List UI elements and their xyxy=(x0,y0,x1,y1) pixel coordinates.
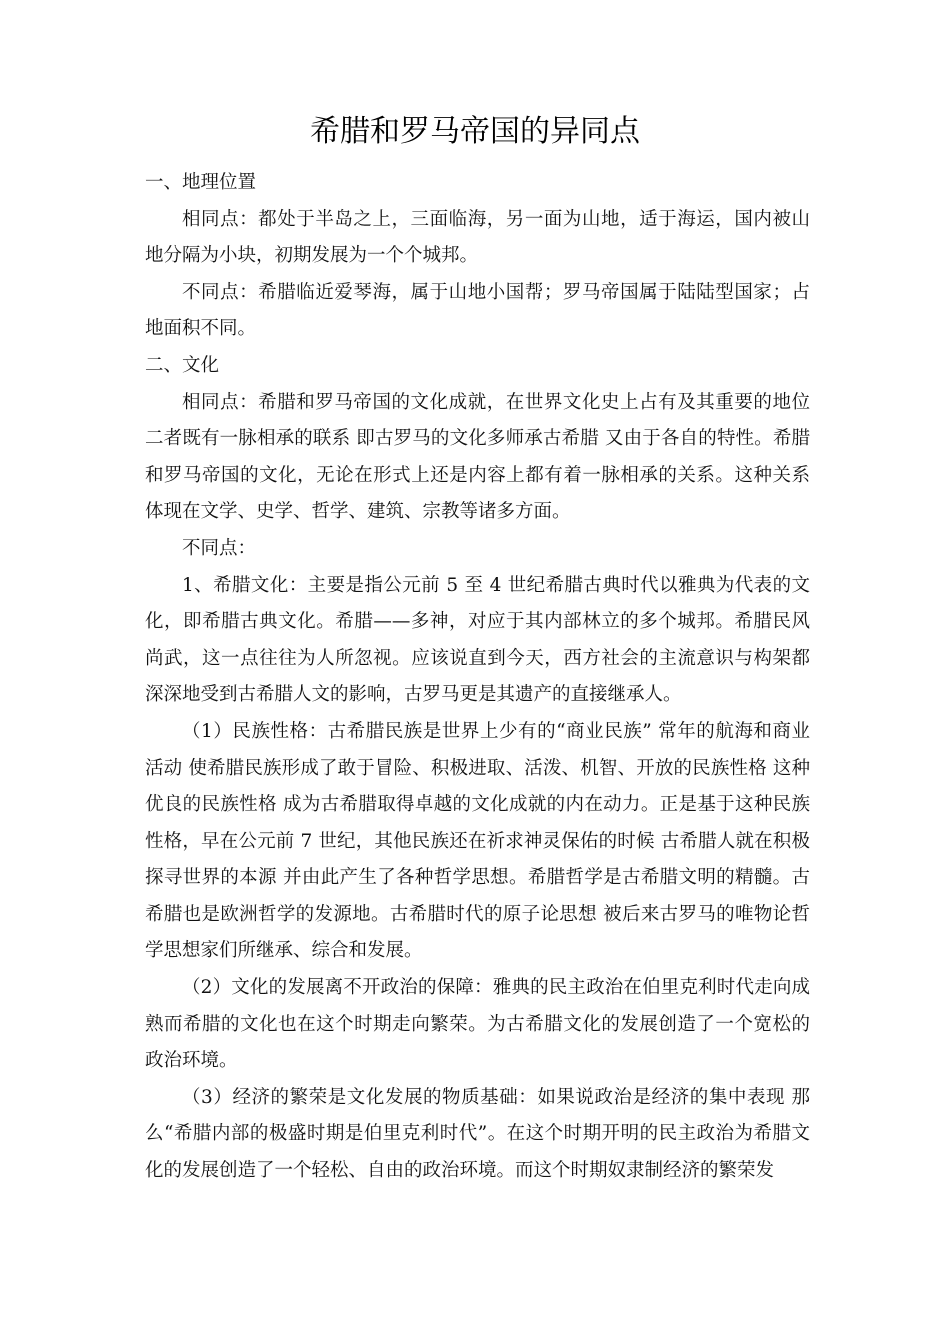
paragraph-greek-culture: 1、希腊文化：主要是指公元前 5 至 4 世纪希腊古典时代以雅典为代表的文化，即希腊古典文化。希腊——多神，对应于其内部林立的多个城邦。希腊民风尚武，这一点往往为人所忽视。应该说直到今天，西方社会的主流意识与构架都深深地受到古希腊人文的影响，古罗马更是其遗产的直接继承人。 xyxy=(145,574,810,706)
section-heading-geography: 一、地理位置 xyxy=(145,172,257,193)
paragraph-national-character: （1）民族性格：古希腊民族是世界上少有的“商业民族” 常年的航海和商业活动 使希腊民族形成了敢于冒险、积极进取、活泼、机智、开放的民族性格 这种优良的民族性格 成为古希腊取得卓越的文化成就的内在动力。正是基于这种民族性格，早在公元前 7 世纪，其他民族还在祈求神灵保佑的时候 古希腊人就在积极探寻世界的本源 并由此产生了各种哲学思想。希腊哲学是古希腊文明的精髓。古希腊也是欧洲哲学的发源地。古希腊时代的原子论思想 被后来古罗马的唯物论哲学思想家们所继承、综合和发展。 xyxy=(145,720,810,962)
document-body xyxy=(145,165,810,1190)
paragraph-culture-similarities: 相同点：希腊和罗马帝国的文化成就，在世界文化史上占有及其重要的地位二者既有一脉相承的联系 即古罗马的文化多师承古希腊 又由于各自的特性。希腊和罗马帝国的文化，无论在形式上还是内容上都有着一脉相承的关系。这种关系体现在文学、史学、哲学、建筑、宗教等诸多方面。 xyxy=(145,391,810,523)
paragraph-geography-similarities: 相同点：都处于半岛之上，三面临海，另一面为山地，适于海运，国内被山地分隔为小块，初期发展为一个个城邦。 xyxy=(145,208,810,267)
paragraph-culture-differences-label: 不同点： xyxy=(182,537,257,559)
paragraph-political-guarantee: （2）文化的发展离不开政治的保障：雅典的民主政治在伯里克利时代走向成熟而希腊的文化也在这个时期走向繁荣。为古希腊文化的发展创造了一个宽松的政治环境。 xyxy=(145,977,810,1072)
paragraph-geography-differences: 不同点：希腊临近爱琴海，属于山地小国帮；罗马帝国属于陆陆型国家；占地面积不同。 xyxy=(145,281,810,340)
document-title: 希腊和罗马帝国的异同点 xyxy=(310,114,640,149)
section-heading-culture: 二、文化 xyxy=(145,354,220,376)
paragraph-economic-foundation: （3）经济的繁荣是文化发展的物质基础：如果说政治是经济的集中表现 那么“希腊内部的极盛时期是伯里克利时代”。在这个时期开明的民主政治为希腊文化的发展创造了一个轻松、自由的政治环境。而这个时期奴隶制经济的繁荣发 xyxy=(145,1086,810,1182)
